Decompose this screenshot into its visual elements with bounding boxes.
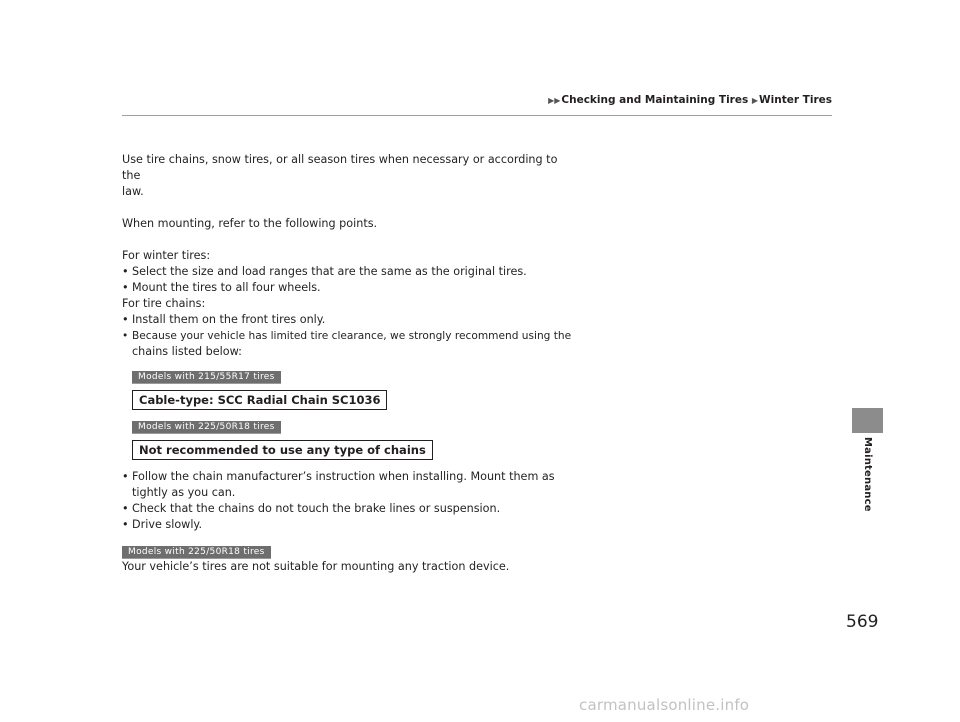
list-item: • Drive slowly.	[122, 518, 203, 531]
intro-line-2: law.	[122, 185, 144, 198]
list-item: • Install them on the front tires only.	[122, 313, 326, 326]
header-rule	[122, 115, 832, 116]
intro-line-1: Use tire chains, snow tires, or all season tires when necessary or according to the	[122, 153, 558, 182]
tire-chains-heading: For tire chains:	[122, 297, 206, 310]
breadcrumb-section: Checking and Maintaining Tires	[561, 94, 749, 106]
list-item-continuation: chains listed below:	[132, 345, 242, 358]
model-badge: Models with 215/55R17 tires	[132, 371, 281, 384]
chain-type-box: Cable-type: SCC Radial Chain SC1036	[132, 390, 387, 410]
page-number: 569	[846, 612, 879, 632]
breadcrumb-arrow-icon: ▶▶	[548, 96, 561, 105]
breadcrumb-separator-icon: ▶	[751, 96, 759, 105]
list-item: • Select the size and load ranges that are the same as the original tires.	[122, 265, 527, 278]
traction-note: Your vehicle’s tires are not suitable for mounting any traction device.	[122, 560, 510, 573]
list-item: • Check that the chains do not touch the brake lines or suspension.	[122, 502, 501, 515]
watermark: carmanualsonline.info	[579, 696, 750, 714]
breadcrumb-topic: Winter Tires	[759, 94, 832, 106]
not-recommended-box: Not recommended to use any type of chains	[132, 440, 433, 460]
list-item-continuation: tightly as you can.	[132, 486, 236, 499]
list-item: • Follow the chain manufacturer’s instruction when installing. Mount them as	[122, 470, 555, 483]
mounting-text: When mounting, refer to the following points.	[122, 217, 378, 230]
winter-tires-heading: For winter tires:	[122, 249, 211, 262]
chapter-label: Maintenance	[862, 437, 873, 512]
list-item: • Because your vehicle has limited tire clearance, we strongly recommend using the	[122, 330, 572, 342]
model-badge: Models with 225/50R18 tires	[132, 421, 281, 434]
model-badge: Models with 225/50R18 tires	[122, 546, 271, 559]
main-content	[122, 152, 572, 575]
list-item: • Mount the tires to all four wheels.	[122, 281, 321, 294]
breadcrumb	[548, 94, 832, 106]
chapter-tab	[852, 408, 883, 433]
